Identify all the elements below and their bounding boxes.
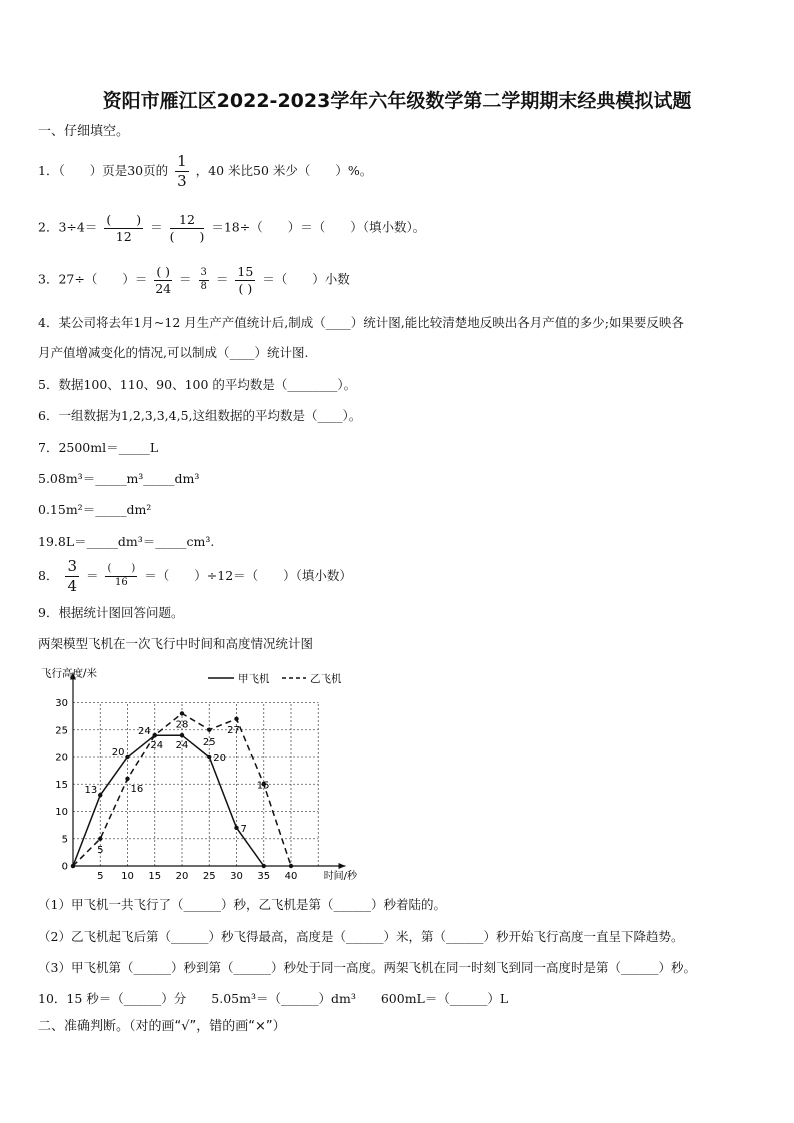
x-axis-label: 时间/秒 [323, 871, 358, 882]
y-tick-label: 30 [55, 698, 68, 709]
y-axis-label: 飞行高度/米 [41, 667, 98, 680]
data-point [98, 793, 102, 797]
section-heading-2: 二、准确判断。（对的画“√”，错的画“×”） [38, 1019, 286, 1034]
question-7-c: 0.15m²＝_____dm² [38, 502, 152, 517]
x-tick-label: 5 [97, 871, 104, 882]
question-1: 1．（ ）页是30页的 $\frac{1}{3}$ ，40 米比50 米少（ ）%。 [38, 152, 373, 190]
question-4-line-2: 月产值增减变化的情况,可以制成（____）统计图. [38, 345, 309, 360]
fraction: $\frac{1}{3}$ [177, 152, 187, 190]
data-point [234, 826, 238, 830]
x-tick-label: 40 [284, 871, 298, 882]
data-label: 15 [256, 780, 270, 792]
question-7-d: 19.8L＝_____dm³＝_____cm³. [38, 534, 215, 549]
data-point [71, 864, 75, 868]
data-point [207, 728, 211, 732]
question-7-b: 5.08m³＝_____m³_____dm³ [38, 471, 200, 486]
y-tick-label: 25 [55, 725, 68, 737]
data-label: 28 [175, 719, 189, 731]
data-point [234, 717, 238, 721]
question-7: 7．2500ml＝_____L [38, 440, 159, 455]
fraction: $\frac{3}{8}$ [200, 267, 207, 292]
data-label: 24 [138, 726, 151, 738]
page-title: 资阳市雁江区2022-2023学年六年级数学第二学期期末经典模拟试题 [102, 90, 692, 112]
line-chart [36, 656, 376, 892]
section-heading-1: 一、仔细填空。 [38, 124, 130, 139]
question-9-1: （1）甲飞机一共飞行了（______）秒，乙飞机是第（______）秒着陆的。 [38, 897, 446, 912]
data-label: 5 [97, 844, 104, 856]
x-tick-label: 30 [230, 871, 243, 882]
question-4-line-1: 4．某公司将去年1月~12 月生产产值统计后,制成（____）统计图,能比较清楚地反映出各月产值的多少;如果要反映各 [38, 315, 684, 330]
data-point [289, 864, 293, 868]
question-2: 2．3÷4＝ $\frac{( )}{12}$ ＝ $\frac{12}{( )}$ ＝18÷（ ）＝（ ）（填小数）。 [38, 212, 426, 244]
y-tick-label: 20 [55, 752, 68, 764]
x-tick-label: 10 [121, 871, 134, 882]
x-tick-label: 25 [202, 871, 216, 882]
fraction: $\frac{( )}{12}$ [106, 212, 142, 244]
y-tick-label: 15 [55, 779, 68, 791]
data-point [98, 837, 102, 841]
data-point [125, 777, 129, 781]
fraction: $\frac{( )}{24}$ [155, 264, 172, 296]
data-point [180, 711, 184, 715]
data-label: 7 [240, 823, 247, 835]
fraction: $\frac{3}{4}$ [67, 557, 77, 595]
data-point [153, 733, 157, 737]
question-10: 10．15 秒＝（______）分 5.05m³＝（______）dm³ 600mL＝（______）L [38, 991, 509, 1006]
data-label: 13 [84, 785, 98, 797]
fraction: $\frac{12}{( )}$ [169, 212, 205, 244]
data-point [207, 755, 211, 759]
y-tick-label: 5 [61, 834, 68, 846]
data-point [262, 864, 266, 868]
question-3: 3．27÷（ ）＝ $\frac{( )}{24}$ ＝ $\frac{3}{8}$ ＝ $\frac{15}{( )}$ ＝（ ）小数 [38, 264, 350, 296]
y-tick-label: 10 [55, 807, 68, 818]
x-tick-label: 15 [148, 871, 162, 882]
question-8: 8． $\frac{3}{4}$ ＝ $\frac{( )}{16}$ ＝（ ）÷12＝（ ）（填小数） [38, 557, 352, 595]
data-label: 20 [213, 753, 226, 764]
question-9-3: （3）甲飞机第（______）秒到第（______）秒处于同一高度。两架飞机在同一时刻飞到同一高度时是第（______）秒。 [38, 960, 696, 975]
data-label: 27 [227, 724, 240, 736]
data-label: 20 [111, 747, 125, 758]
legend-label: 甲飞机 [238, 673, 270, 685]
question-5: 5．数据100、110、90、100 的平均数是（________）。 [38, 377, 357, 392]
x-axis-arrow [339, 863, 346, 869]
y-tick-label: 0 [61, 861, 68, 873]
question-6: 6．一组数据为1,2,3,3,4,5,这组数据的平均数是（____）。 [38, 408, 362, 423]
data-point [180, 733, 184, 737]
data-label: 25 [202, 736, 216, 748]
data-label: 24 [175, 740, 189, 752]
x-tick-label: 35 [257, 871, 271, 882]
data-point [125, 755, 129, 759]
data-label: 16 [130, 783, 144, 795]
data-label: 24 [150, 740, 164, 752]
question-9: 9．根据统计图回答问题。 [38, 605, 184, 620]
chart-title: 两架模型飞机在一次飞行中时间和高度情况统计图 [38, 636, 314, 651]
question-9-2: （2）乙飞机起飞后第（______）秒飞得最高，高度是（______）米，第（______）秒开始飞行高度一直呈下降趋势。 [38, 929, 684, 944]
legend-label: 乙飞机 [310, 673, 342, 685]
fraction: $\frac{15}{( )}$ [237, 264, 254, 296]
x-tick-label: 20 [175, 871, 189, 882]
fraction: $\frac{( )}{16}$ [107, 563, 136, 588]
